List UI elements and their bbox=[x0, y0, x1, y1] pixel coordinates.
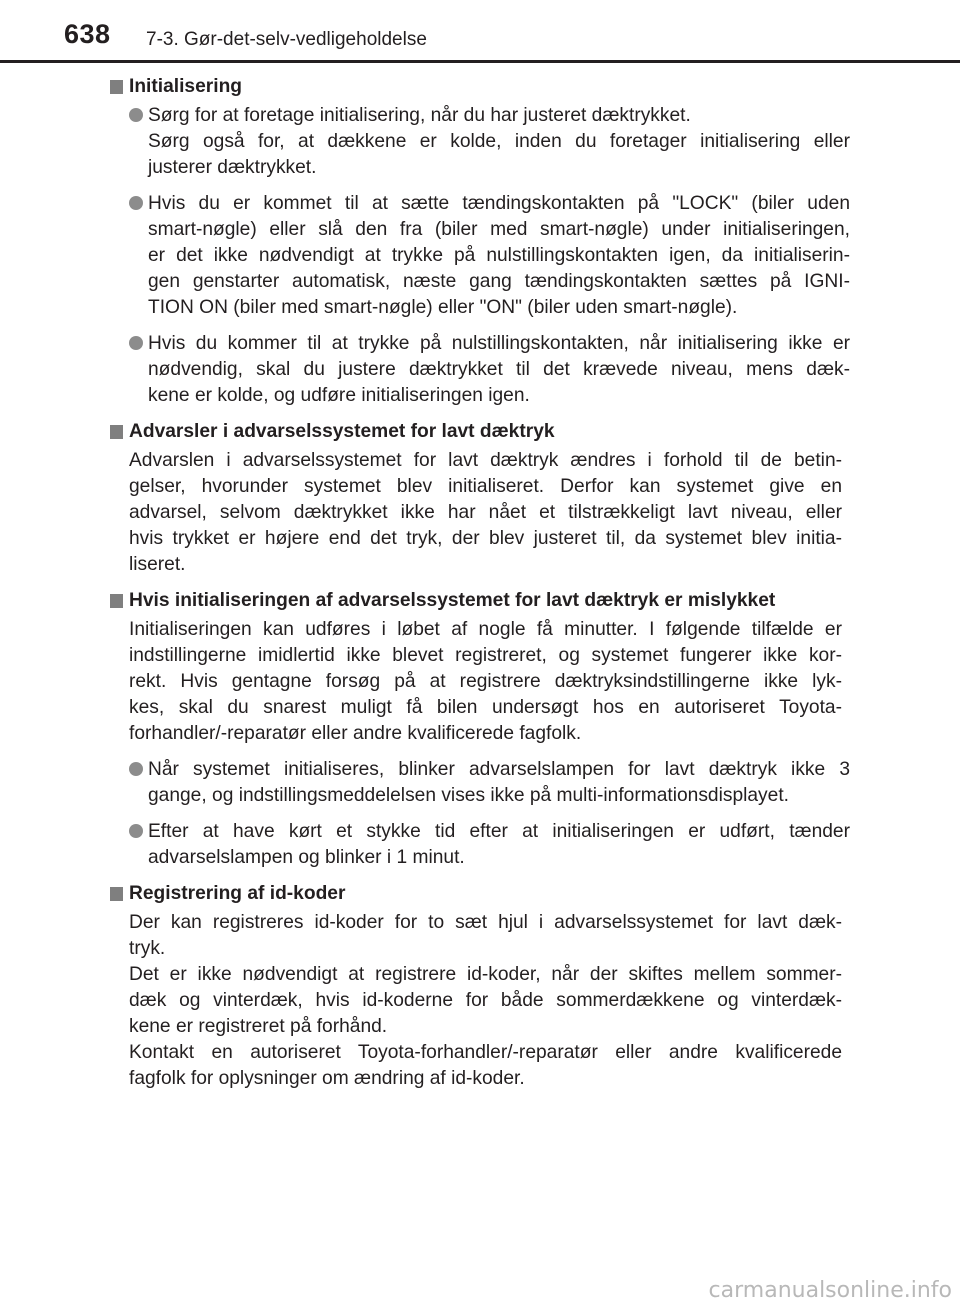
circle-bullet-icon bbox=[129, 824, 143, 838]
text-line: indstillingerne imidlertid ikke blevet registreret, og systemet fungerer ikke kor- bbox=[129, 645, 842, 666]
paragraph bbox=[0, 617, 960, 747]
text-line: dæk og vinterdæk, hvis id-koderne for både sommerdækkene og vinterdæk- bbox=[129, 990, 842, 1011]
text-line: kene er registreret på forhånd. bbox=[129, 1016, 388, 1037]
section-heading-text: Initialisering bbox=[129, 76, 243, 97]
section-heading-id-koder bbox=[0, 881, 960, 907]
bullet-item bbox=[0, 757, 960, 809]
text-line: Hvis du kommer til at trykke på nulstillingskontakten, når initialisering ikke er bbox=[148, 333, 850, 354]
bullet-item bbox=[0, 331, 960, 409]
bullet-item bbox=[0, 819, 960, 871]
text-line: Initialiseringen kan udføres i løbet af nogle få minutter. I følgende tilfælde er bbox=[129, 619, 842, 640]
page-header bbox=[0, 0, 960, 62]
watermark: carmanualsonline.info bbox=[708, 1278, 952, 1303]
text-line: nødvendig, skal du justere dæktrykket til det krævede niveau, mens dæk- bbox=[148, 359, 850, 380]
text-line: kes, skal du snarest muligt få bilen undersøgt hos en autoriseret Toyota- bbox=[129, 697, 842, 718]
text-line: advarsel, selvom dæktrykket ikke har nået et tilstrækkeligt lavt niveau, eller bbox=[129, 502, 842, 523]
text-line: Det er ikke nødvendigt at registrere id-koder, når der skiftes mellem sommer- bbox=[129, 964, 842, 985]
text-line: tryk. bbox=[129, 938, 166, 959]
text-line: smart-nøgle) eller slå den fra (biler med smart-nøgle) under initialiseringen, bbox=[148, 219, 850, 240]
circle-bullet-icon bbox=[129, 108, 143, 122]
text-line: hvis trykket er højere end det tryk, der blev justeret til, da systemet blev initia- bbox=[129, 528, 842, 549]
text-line: gen genstarter automatisk, næste gang tændingskontakten sættes på IGNI- bbox=[148, 271, 850, 292]
square-bullet-icon bbox=[110, 594, 123, 608]
text-line: advarselslampen og blinker i 1 minut. bbox=[148, 847, 465, 868]
section-heading-mislykket bbox=[0, 588, 960, 614]
page-content bbox=[0, 74, 960, 1096]
text-line: Sørg også for, at dækkene er kolde, inden du foretager initialisering eller bbox=[148, 131, 850, 152]
text-line: gange, og indstillingsmeddelelsen vises ikke på multi-informationsdisplayet. bbox=[148, 785, 789, 806]
text-line: justerer dæktrykket. bbox=[148, 157, 317, 178]
chapter-title: 7-3. Gør-det-selv-vedligeholdelse bbox=[146, 29, 427, 50]
text-line: er det ikke nødvendigt at trykke på nulstillingskontakten igen, da initialiserin- bbox=[148, 245, 850, 266]
text-line: kene er kolde, og udføre initialiseringen igen. bbox=[148, 385, 530, 406]
text-line: Der kan registreres id-koder for to sæt hjul i advarselssystemet for lavt dæk- bbox=[129, 912, 842, 933]
text-line: Når systemet initialiseres, blinker advarselslampen for lavt dæktryk ikke 3 bbox=[148, 759, 850, 780]
square-bullet-icon bbox=[110, 80, 123, 94]
section-heading-text: Advarsler i advarselssystemet for lavt dæktryk bbox=[129, 421, 555, 442]
text-line: rekt. Hvis gentagne forsøg på at registrere dæktryksindstillingerne ikke lyk- bbox=[129, 671, 842, 692]
text-line: liseret. bbox=[129, 554, 186, 575]
circle-bullet-icon bbox=[129, 762, 143, 776]
header-divider bbox=[0, 60, 960, 63]
section-heading-text: Hvis initialiseringen af advarselssystemet for lavt dæktryk er mislykket bbox=[129, 590, 776, 611]
text-line: gelser, hvorunder systemet blev initialiseret. Derfor kan systemet give en bbox=[129, 476, 842, 497]
text-line: Kontakt en autoriseret Toyota-forhandler/-reparatør eller andre kvalificerede bbox=[129, 1042, 842, 1063]
square-bullet-icon bbox=[110, 887, 123, 901]
circle-bullet-icon bbox=[129, 196, 143, 210]
text-line: Hvis du er kommet til at sætte tændingskontakten på "LOCK" (biler uden bbox=[148, 193, 850, 214]
section-heading-text: Registrering af id-koder bbox=[129, 883, 346, 904]
bullet-item bbox=[0, 191, 960, 321]
text-line: Efter at have kørt et stykke tid efter at initialiseringen er udført, tænder bbox=[148, 821, 850, 842]
text-line: TION ON (biler med smart-nøgle) eller "ON" (biler uden smart-nøgle). bbox=[148, 297, 738, 318]
section-heading-initialisering bbox=[0, 74, 960, 100]
text-line: Advarslen i advarselssystemet for lavt dæktryk ændres i forhold til de betin- bbox=[129, 450, 842, 471]
page-number: 638 bbox=[64, 19, 111, 49]
square-bullet-icon bbox=[110, 425, 123, 439]
paragraph bbox=[0, 448, 960, 578]
text-line: Sørg for at foretage initialisering, når du har justeret dæktrykket. bbox=[148, 105, 691, 126]
text-line: fagfolk for oplysninger om ændring af id-koder. bbox=[129, 1068, 525, 1089]
bullet-item bbox=[0, 103, 960, 181]
section-heading-advarsler bbox=[0, 419, 960, 445]
paragraph bbox=[0, 910, 960, 1092]
circle-bullet-icon bbox=[129, 336, 143, 350]
text-line: forhandler/-reparatør eller andre kvalificerede fagfolk. bbox=[129, 723, 582, 744]
